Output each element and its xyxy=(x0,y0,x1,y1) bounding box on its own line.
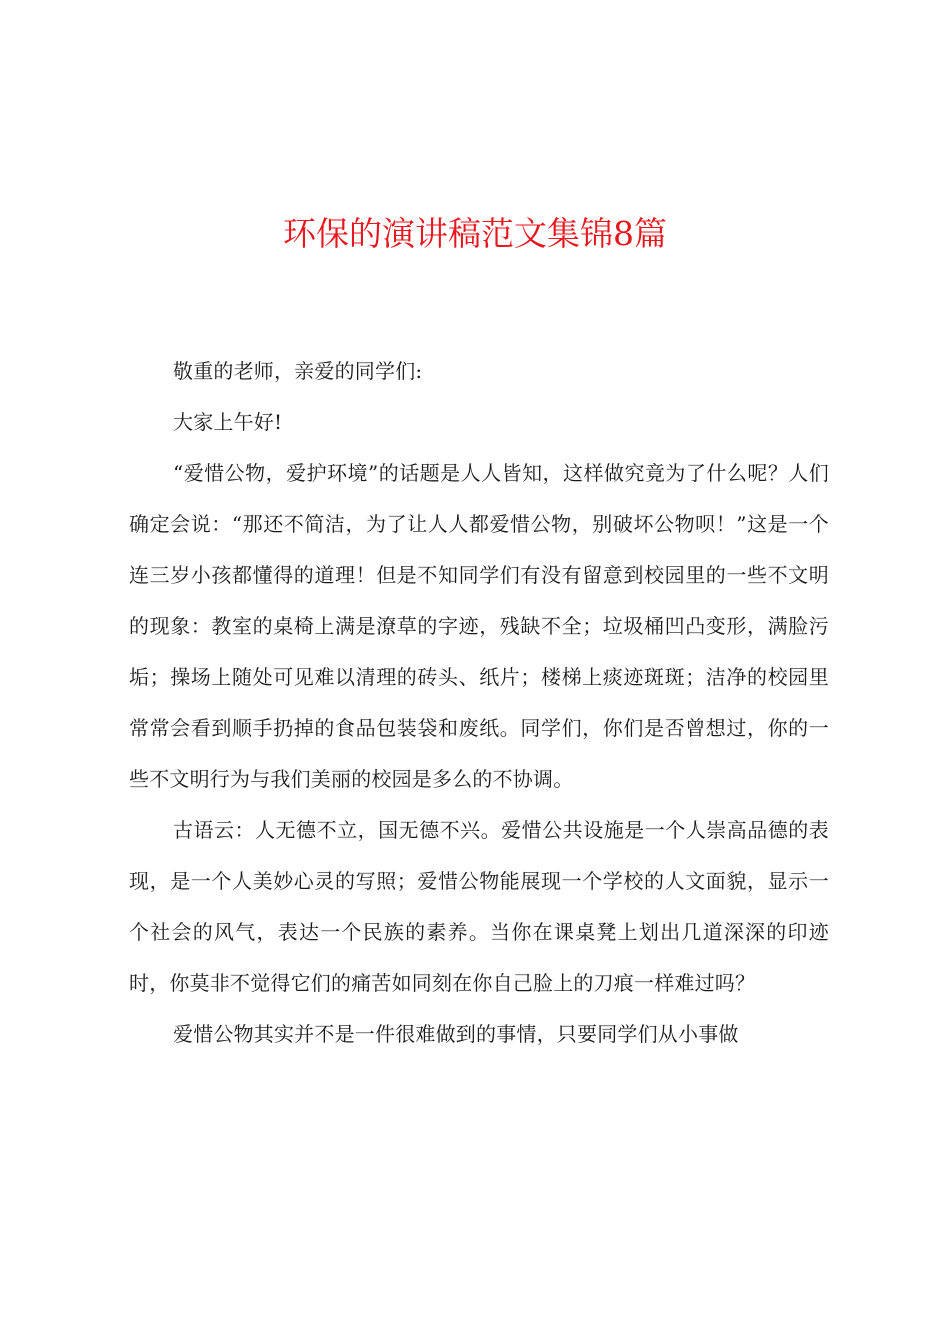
body-paragraph: 爱惜公物其实并不是一件很难做到的事情，只要同学们从小事做 xyxy=(173,1022,739,1046)
salutation-paragraph: 敬重的老师，亲爱的同学们: xyxy=(173,359,423,383)
body-paragraph: “爱惜公物，爱护环境”的话题是人人皆知，这样做究竟为了什么呢？人们确定会说：“那还不简洁，为了让人人都爱惜公物，别破坏公物呗！”这是一个连三岁小孩都懂得的道理！但是不知同学们有没有留意到校园里的一些不文明的现象：教室的桌椅上满是潦草的字迹，残缺不全；垃圾桶凹凸变形，满脸污垢；操场上随处可见难以清理的砖头、纸片；楼梯上痰迹斑斑；洁净的校园里常常会看到顺手扔掉的食品包装袋和废纸。同学们，你们是否曾想过，你的一些不文明行为与我们美丽的校园是多么的不协调。 xyxy=(129,461,829,791)
greeting-paragraph: 大家上午好! xyxy=(173,410,283,434)
document-title: 环保的演讲稿范文集锦8篇 xyxy=(283,214,667,253)
document-body xyxy=(129,346,829,1060)
body-paragraph: 古语云：人无德不立，国无德不兴。爱惜公共设施是一个人崇高品德的表现，是一个人美妙心灵的写照；爱惜公物能展现一个学校的人文面貌，显示一个社会的风气，表达一个民族的素养。当你在课桌凳上划出几道深深的印迹时，你莫非不觉得它们的痛苦如同刻在你自己脸上的刀痕一样难过吗？ xyxy=(129,818,829,995)
